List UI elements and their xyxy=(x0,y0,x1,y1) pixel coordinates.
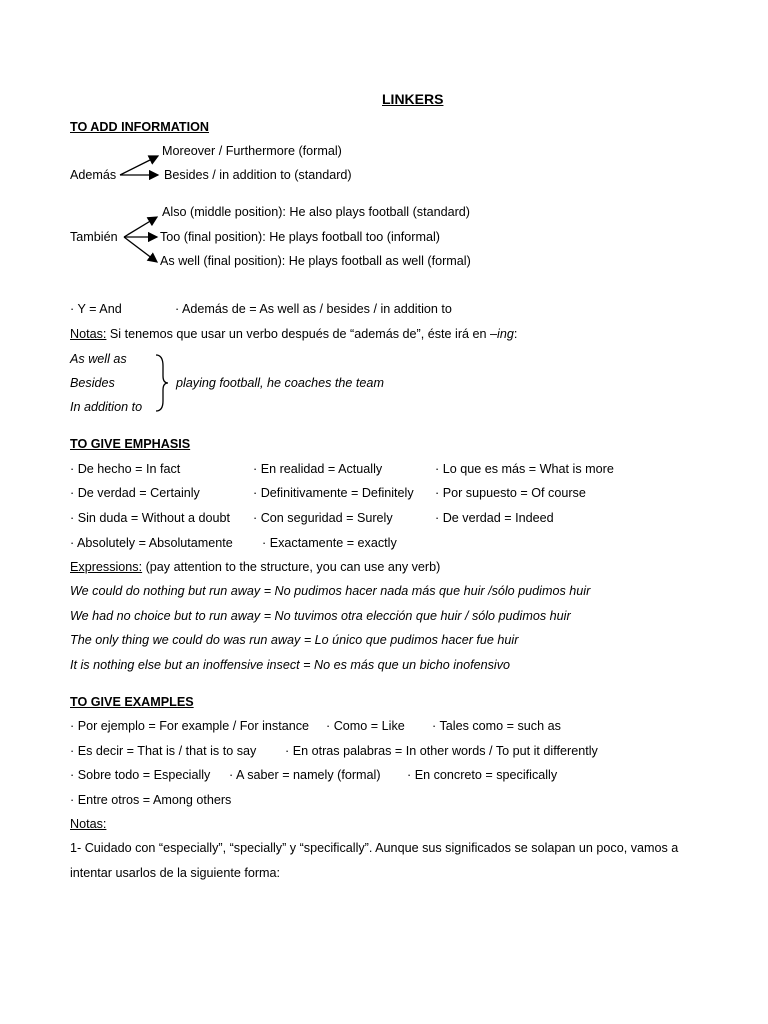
emphasis-item: · De hecho = In fact xyxy=(70,462,181,476)
page-title: LINKERS xyxy=(382,91,444,107)
expression-example: We could do nothing but run away = No pudimos hacer nada más que huir /sólo pudimos huir xyxy=(70,584,591,598)
expression-example: We had no choice but to run away = No tuvimos otra elección que huir / sólo pudimos huir xyxy=(70,609,571,623)
expressions-line xyxy=(70,561,440,574)
examples-item: · Tales como = such as xyxy=(432,719,561,733)
examples-item: · En otras palabras = In other words / To put it differently xyxy=(285,744,598,758)
notas-text: Si tenemos que usar un verbo después de “además de”, éste irá en – xyxy=(106,327,498,341)
note-text-line: intentar usarlos de la siguiente forma: xyxy=(70,866,281,880)
brace-item: Besides xyxy=(70,376,115,390)
section-heading-add-information: TO ADD INFORMATION xyxy=(70,120,209,134)
notas-colon: : xyxy=(513,327,518,341)
examples-item: · Como = Like xyxy=(326,719,405,733)
tambien-option-also: Also (middle position): He also plays football (standard) xyxy=(162,205,470,219)
emphasis-item: · Sin duda = Without a doubt xyxy=(70,511,230,525)
arrow-icon xyxy=(120,156,158,175)
notas-label: Notas: xyxy=(70,327,107,341)
arrow-icon xyxy=(124,237,157,262)
emphasis-item: · Absolutely = Absolutamente xyxy=(70,536,233,550)
notas-line xyxy=(70,328,517,341)
note-text-line: 1- Cuidado con “especially”, “specially” y “specifically”. Aunque sus significados se solapan un poco, vamos a xyxy=(70,841,679,855)
section-heading-examples: TO GIVE EXAMPLES xyxy=(70,695,194,709)
y-and-item: · Y = And xyxy=(70,302,122,316)
emphasis-item: · En realidad = Actually xyxy=(253,462,383,476)
arrow-icon xyxy=(124,217,157,237)
examples-item: · En concreto = specifically xyxy=(407,768,558,782)
brace-result: playing football, he coaches the team xyxy=(176,376,384,390)
emphasis-item: · De verdad = Certainly xyxy=(70,486,200,500)
emphasis-item: · Definitivamente = Definitely xyxy=(253,486,414,500)
section-heading-emphasis: TO GIVE EMPHASIS xyxy=(70,437,191,451)
curly-brace-icon xyxy=(156,355,168,411)
brace-item: In addition to xyxy=(70,400,143,414)
tambien-option-as-well: As well (final position): He plays football as well (formal) xyxy=(160,254,471,268)
emphasis-item: · Exactamente = exactly xyxy=(262,536,397,550)
brace-item: As well as xyxy=(70,352,127,366)
emphasis-item: · De verdad = Indeed xyxy=(435,511,554,525)
ademas-option-standard: Besides / in addition to (standard) xyxy=(164,168,352,182)
tambien-option-too: Too (final position): He plays football too (informal) xyxy=(160,230,440,244)
expressions-text: (pay attention to the structure, you can use any verb) xyxy=(142,560,441,574)
examples-item: · Entre otros = Among others xyxy=(70,793,232,807)
tambien-label: También xyxy=(70,230,118,244)
emphasis-item: · Lo que es más = What is more xyxy=(435,462,614,476)
ademas-option-formal: Moreover / Furthermore (formal) xyxy=(162,144,342,158)
examples-item: · Es decir = That is / that is to say xyxy=(70,744,257,758)
notas-ing: ing xyxy=(497,327,514,341)
ademas-de-item: · Además de = As well as / besides / in addition to xyxy=(175,302,452,316)
ademas-label: Además xyxy=(70,168,117,182)
examples-item: · Por ejemplo = For example / For instance xyxy=(70,719,310,733)
emphasis-item: · Por supuesto = Of course xyxy=(435,486,586,500)
notas-label-examples: Notas: xyxy=(70,817,107,831)
examples-item: · A saber = namely (formal) xyxy=(229,768,381,782)
examples-item: · Sobre todo = Especially xyxy=(70,768,211,782)
expressions-label: Expressions: xyxy=(70,560,143,574)
expression-example: It is nothing else but an inoffensive insect = No es más que un bicho inofensivo xyxy=(70,658,511,672)
emphasis-item: · Con seguridad = Surely xyxy=(253,511,393,525)
expression-example: The only thing we could do was run away = Lo único que pudimos hacer fue huir xyxy=(70,633,519,647)
